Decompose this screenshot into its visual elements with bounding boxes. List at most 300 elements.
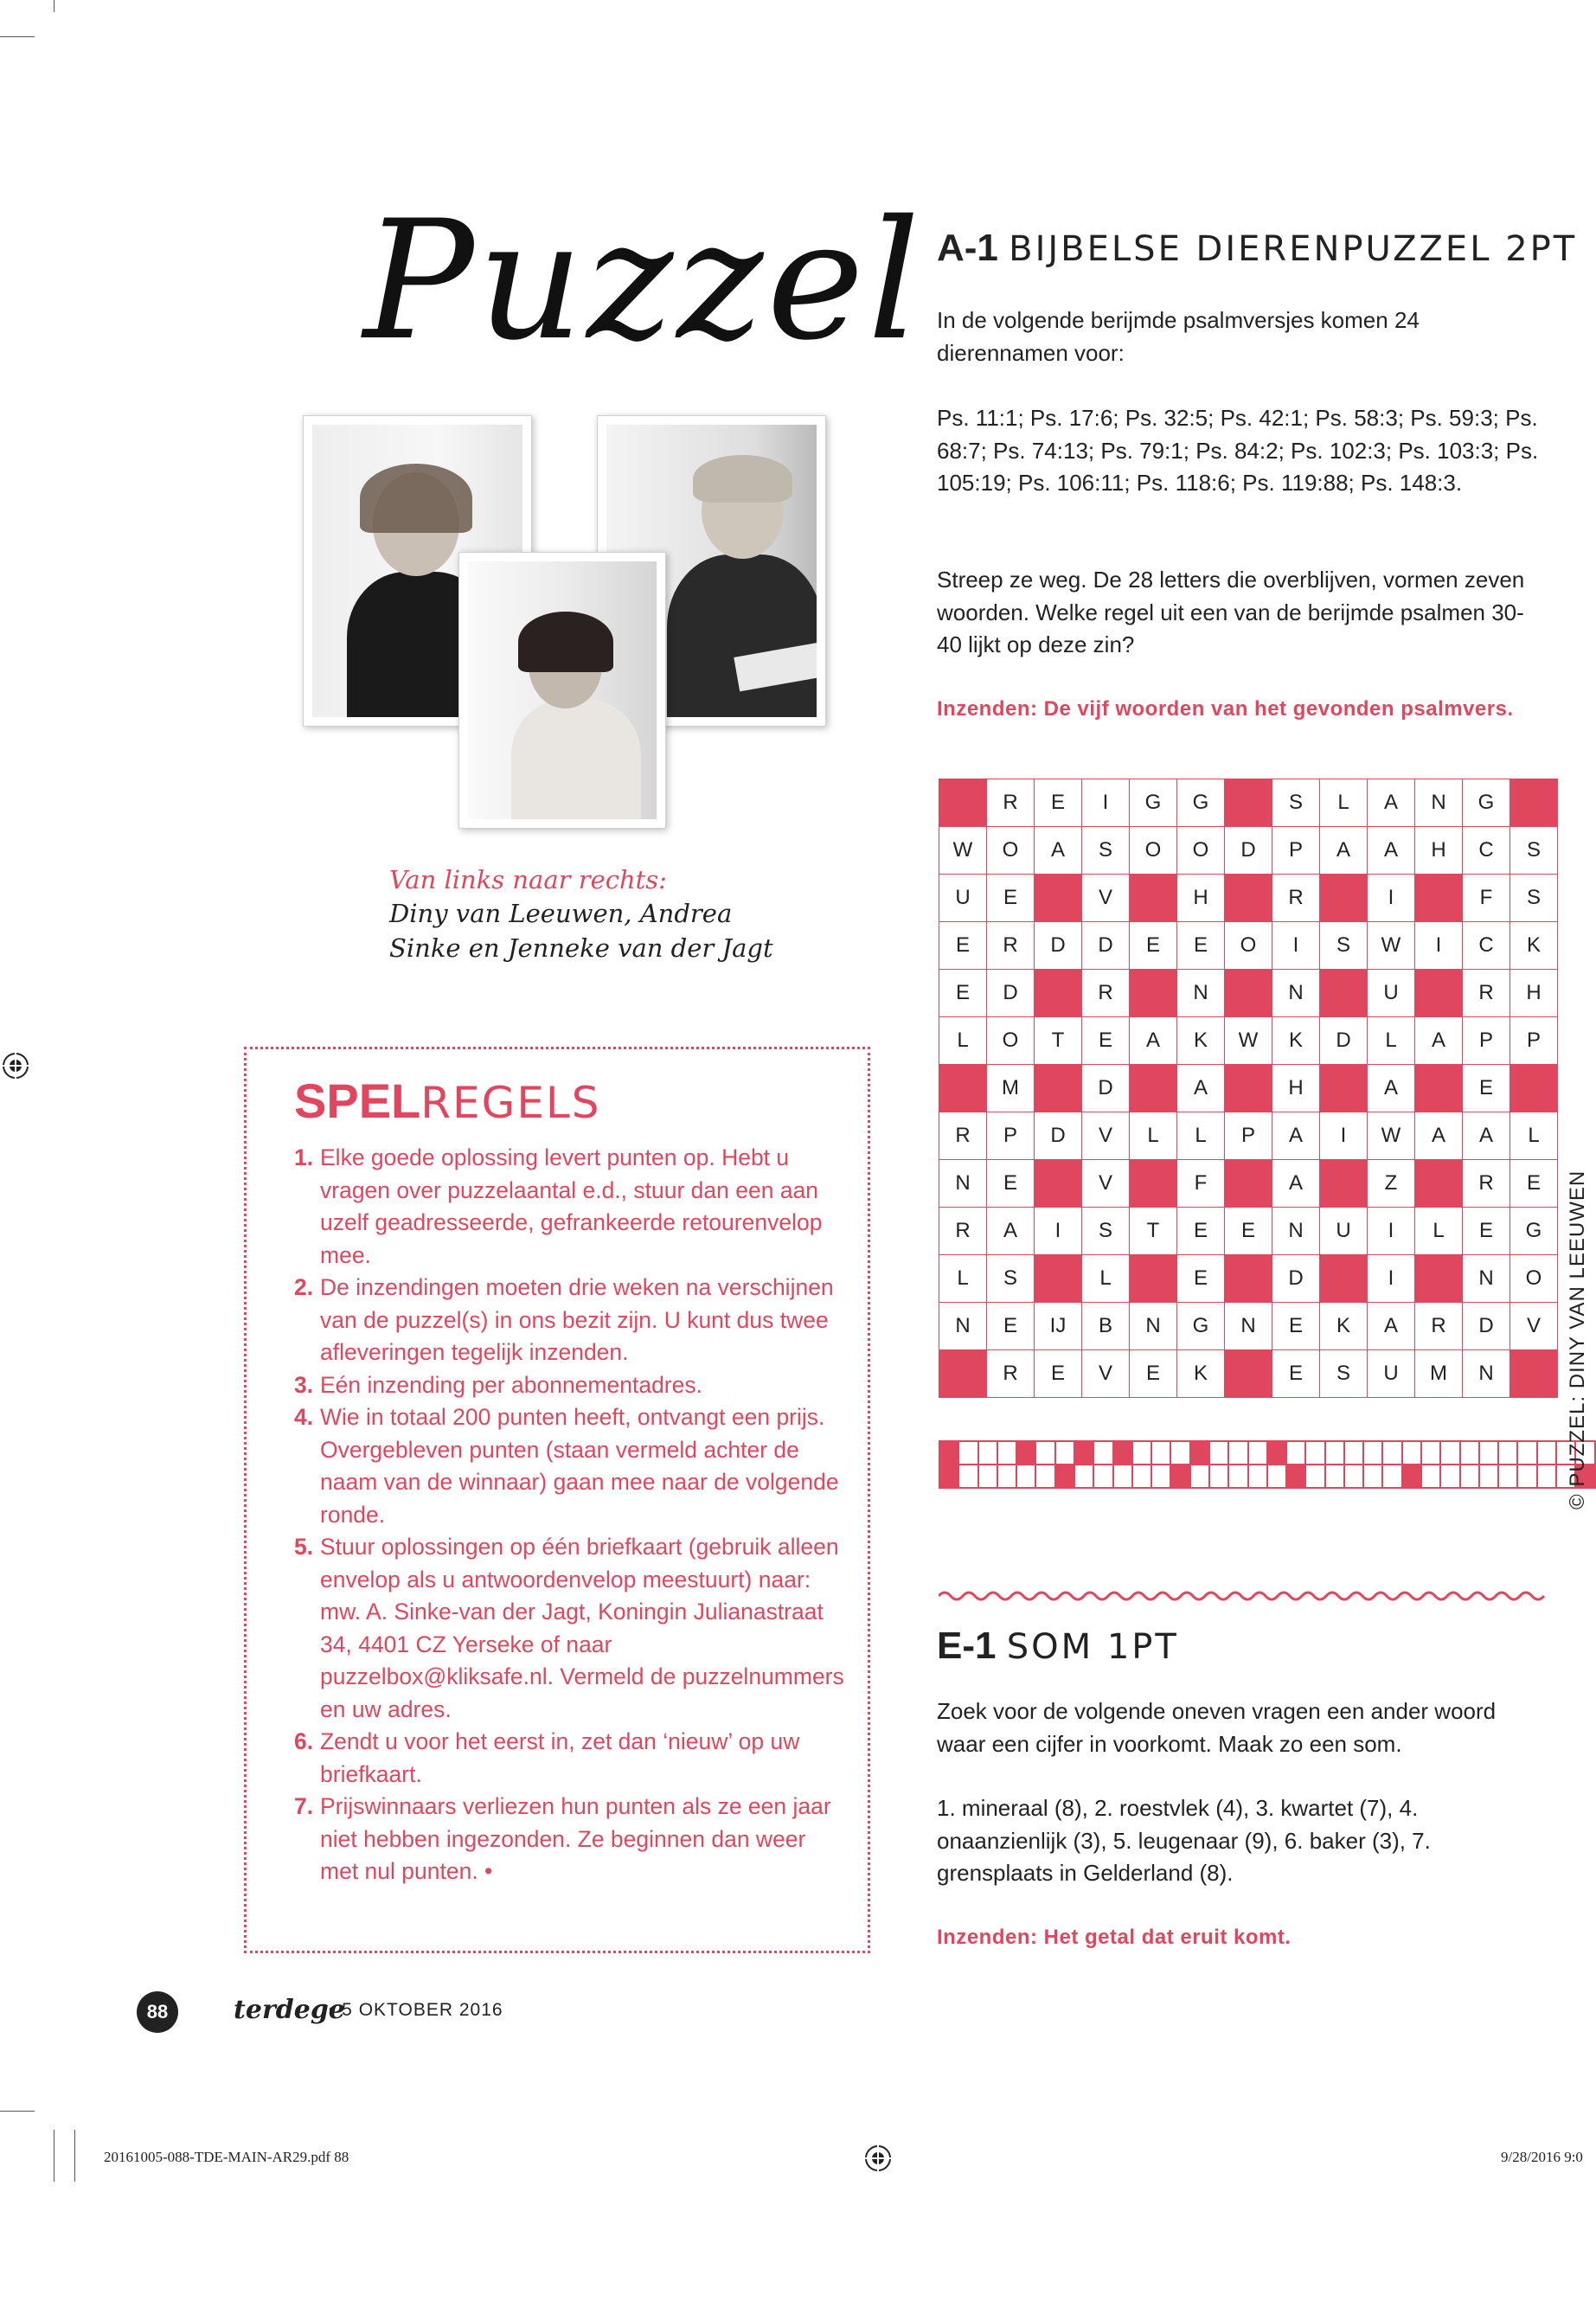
rule-item [294,1272,848,1369]
grid-cell: H [1510,970,1558,1017]
answer-cell [1132,1465,1151,1488]
grid-cell: H [1415,827,1463,875]
answer-cell [1344,1441,1363,1465]
answer-cell [1305,1465,1324,1488]
grid-cell: O [1225,922,1272,970]
grid-cell: S [1272,779,1320,827]
grid-cell-blocked [1225,1350,1272,1398]
grid-cell: L [939,1255,987,1303]
grid-cell: P [1225,1112,1272,1160]
grid-cell: T [1130,1208,1177,1255]
grid-cell: E [1035,1350,1082,1398]
grid-cell: A [1035,827,1082,875]
grid-cell-blocked [1225,1160,1272,1208]
answer-cell [1460,1441,1479,1465]
grid-cell: T [1035,1017,1082,1065]
grid-cell: E [1177,1208,1225,1255]
answer-cell [1363,1465,1382,1488]
rule-number: 1. [294,1144,314,1170]
answer-cell-blocked [939,1441,958,1465]
grid-cell: L [939,1017,987,1065]
answer-cell [1421,1465,1440,1488]
grid-cell: E [939,922,987,970]
grid-cell: L [1130,1112,1177,1160]
grid-cell: E [1082,1017,1130,1065]
grid-cell: A [1272,1160,1320,1208]
grid-cell: R [939,1112,987,1160]
answer-cell-blocked [1016,1441,1035,1465]
answer-cell [1479,1441,1498,1465]
e1-heading [937,1625,1179,1668]
answer-cell [1228,1465,1247,1488]
grid-cell: R [987,922,1035,970]
crop-mark [0,2111,35,2112]
rule-text: Eén inzending per abonnementadres. [320,1371,702,1398]
grid-cell: S [987,1255,1035,1303]
grid-cell-blocked [1510,779,1558,827]
grid-cell: L [1082,1255,1130,1303]
rule-item [294,1531,848,1726]
grid-cell-blocked [1225,875,1272,922]
grid-cell-blocked [1130,970,1177,1017]
answer-cell [1440,1441,1459,1465]
a1-code: A-1 [937,227,998,269]
caption-prefix: Van links naar rechts: [389,865,667,894]
answer-cell-blocked [1286,1465,1305,1488]
answer-cell [997,1465,1016,1488]
answer-cell [997,1441,1016,1465]
rule-text: Elke goede oplossing levert punten op. Hebt u vragen over puzzelaantal e.d., stuur dan een aan uzelf geadresseerde, gefrankeerde retourenvelop mee. [320,1144,823,1268]
answer-cell [1286,1441,1305,1465]
answer-cell [1093,1441,1112,1465]
e1-send: Inzenden: Het getal dat eruit komt. [937,1926,1292,1949]
grid-cell-blocked [1225,970,1272,1017]
grid-cell: V [1082,1112,1130,1160]
grid-row [939,1208,1558,1255]
rule-text: Stuur oplossingen op één briefkaart (gebruik alleen envelop als u antwoordenvelop meestuurt) naar: mw. A. Sinke-van der Jagt, Koningin Julianastraat 34, 4401 CZ Yerseke of naar puzzelbox@kliksafe.nl. Vermeld de puzzelnummers en uw adres. [320,1534,844,1722]
grid-cell: V [1082,1350,1130,1398]
grid-cell: G [1463,779,1510,827]
rule-item [294,1726,848,1791]
rule-number: 3. [294,1371,314,1398]
answer-cell [1074,1465,1093,1488]
grid-cell: H [1177,875,1225,922]
wavy-divider [939,1587,1546,1605]
grid-cell: E [1035,779,1082,827]
grid-cell: K [1510,922,1558,970]
answer-cell-blocked [1190,1441,1209,1465]
grid-cell: A [1415,1112,1463,1160]
grid-cell: R [1082,970,1130,1017]
grid-cell: I [1320,1112,1368,1160]
answer-cell [1402,1441,1421,1465]
answer-cell [1305,1441,1324,1465]
rule-number: 7. [294,1793,314,1819]
grid-cell: L [1415,1208,1463,1255]
grid-row [939,827,1558,875]
grid-cell: D [1082,922,1130,970]
answer-row [939,1441,1595,1465]
grid-cell: R [939,1208,987,1255]
grid-cell: K [1272,1017,1320,1065]
grid-cell: W [1368,1112,1415,1160]
answer-cell-blocked [1267,1441,1286,1465]
grid-cell: W [939,827,987,875]
grid-cell: V [1510,1303,1558,1350]
answer-cell [1248,1441,1267,1465]
answer-cell [978,1465,997,1488]
rule-number: 4. [294,1404,314,1430]
answer-row [939,1465,1595,1488]
issue-date: • 5 OKTOBER 2016 [329,2000,503,2020]
grid-cell: O [987,827,1035,875]
grid-cell-blocked [1035,875,1082,922]
grid-cell: S [1082,1208,1130,1255]
puzzle-credit: © PUZZEL: DINY VAN LEEUWEN [1566,1170,1589,1509]
grid-cell: C [1463,922,1510,970]
grid-cell: M [1415,1350,1463,1398]
answer-cell-blocked [1055,1465,1074,1488]
registration-mark-icon [861,2141,895,2176]
answer-cell [1209,1465,1228,1488]
grid-cell: P [1272,827,1320,875]
rules-heading [294,1073,601,1129]
answer-cell [1093,1465,1112,1488]
grid-cell: E [1130,1350,1177,1398]
answer-cell [1190,1465,1209,1488]
answer-cell [1055,1441,1074,1465]
grid-cell: L [1368,1017,1415,1065]
grid-cell: R [1272,875,1320,922]
a1-instructions: Streep ze weg. De 28 letters die overblijven, vormen zeven woorden. Welke regel uit een van de berijmde psalmen 30-40 lijkt op deze zin? [937,567,1525,657]
grid-cell: N [1272,1208,1320,1255]
answer-cell [1537,1441,1556,1465]
crop-mark [0,36,35,37]
grid-cell: P [1510,1017,1558,1065]
answer-cell [1151,1465,1170,1488]
answer-cell [1151,1441,1170,1465]
rules-list [294,1142,848,1888]
answer-cell [958,1465,977,1488]
rule-text: Prijswinnaars verliezen hun punten als ze een jaar niet hebben ingezonden. Ze beginnen dan weer met nul punten. • [320,1793,831,1884]
registration-mark-icon [0,1048,35,1083]
a1-title: BIJBELSE DIERENPUZZEL 2PT [1009,229,1578,269]
grid-cell: E [1272,1350,1320,1398]
grid-cell: E [1225,1208,1272,1255]
answer-cell [1382,1441,1401,1465]
file-name: 20161005-088-TDE-MAIN-AR29.pdf 88 [104,2149,349,2165]
grid-row [939,1065,1558,1112]
grid-cell: D [1272,1255,1320,1303]
grid-row [939,1112,1558,1160]
grid-cell: I [1035,1208,1082,1255]
e1-code: E-1 [937,1625,997,1667]
grid-cell: A [1177,1065,1225,1112]
grid-cell: N [1463,1255,1510,1303]
grid-cell: I [1368,1255,1415,1303]
grid-cell: L [1510,1112,1558,1160]
grid-cell-blocked [1035,1065,1082,1112]
rule-text: Zendt u voor het eerst in, zet dan ‘nieuw’ op uw briefkaart. [320,1728,800,1787]
rule-number: 6. [294,1728,314,1754]
grid-cell: S [1320,922,1368,970]
grid-cell-blocked [1035,1255,1082,1303]
answer-cell [1344,1465,1363,1488]
answer-cell [1248,1465,1267,1488]
grid-cell-blocked [1225,1255,1272,1303]
grid-cell-blocked [1035,970,1082,1017]
grid-cell: R [987,1350,1035,1398]
answer-cell [1325,1465,1344,1488]
rule-item [294,1142,848,1272]
answer-cell [1209,1441,1228,1465]
grid-cell: A [1130,1017,1177,1065]
grid-cell: R [1415,1303,1463,1350]
grid-cell: N [939,1303,987,1350]
answer-cell [1517,1465,1536,1488]
grid-cell-blocked [1130,1255,1177,1303]
grid-cell: F [1177,1160,1225,1208]
grid-cell: I [1272,922,1320,970]
grid-cell: I [1368,1208,1415,1255]
answer-cell [1363,1441,1382,1465]
grid-cell-blocked [1510,1065,1558,1112]
grid-cell: H [1272,1065,1320,1112]
grid-cell: G [1130,779,1177,827]
grid-cell-blocked [1130,1160,1177,1208]
answer-cell [1035,1465,1054,1488]
grid-cell: B [1082,1303,1130,1350]
grid-row [939,1350,1558,1398]
grid-row [939,1160,1558,1208]
grid-cell: P [987,1112,1035,1160]
answer-cell [1421,1441,1440,1465]
answer-cell [1498,1441,1517,1465]
photo-andrea [458,552,666,829]
grid-cell: O [1510,1255,1558,1303]
a1-send: Inzenden: De vijf woorden van het gevonden psalmvers. [937,697,1514,721]
grid-cell-blocked [1130,1065,1177,1112]
grid-cell: S [1320,1350,1368,1398]
answer-grid [939,1440,1596,1489]
grid-cell-blocked [1035,1160,1082,1208]
answer-cell-blocked [939,1465,958,1488]
grid-cell: E [1130,922,1177,970]
answer-cell [1537,1465,1556,1488]
grid-cell-blocked [1415,875,1463,922]
answer-cell [1267,1465,1286,1488]
grid-row [939,1017,1558,1065]
page-number: 88 [137,1991,178,2033]
grid-cell-blocked [939,1350,987,1398]
grid-cell: G [1177,779,1225,827]
grid-cell: U [1368,1350,1415,1398]
answer-cell [1325,1441,1344,1465]
grid-cell-blocked [1320,970,1368,1017]
grid-row [939,922,1558,970]
grid-cell-blocked [1415,1065,1463,1112]
rules-heading-bold: SPEL [294,1074,421,1128]
grid-cell-blocked [1225,1065,1272,1112]
answer-cell [1113,1465,1132,1488]
grid-cell: D [987,970,1035,1017]
grid-cell: A [1368,779,1415,827]
grid-cell: M [987,1065,1035,1112]
grid-cell: N [1463,1350,1510,1398]
grid-cell: E [1177,1255,1225,1303]
crop-mark [74,2130,75,2182]
grid-cell: K [1177,1350,1225,1398]
rules-heading-thin: REGELS [420,1078,601,1128]
answer-cell [1440,1465,1459,1488]
a1-references: Ps. 11:1; Ps. 17:6; Ps. 32:5; Ps. 42:1; Ps. 58:3; Ps. 59:3; Ps. 68:7; Ps. 74:13; Ps. 79:1; Ps. 84:2; Ps. 102:3; Ps. 103:3; Ps. 105:19; Ps. 106:11; Ps. 118:6; Ps. 119:88; Ps. 148:3. [937,405,1539,496]
grid-cell: N [1177,970,1225,1017]
answer-cell [1170,1441,1189,1465]
grid-cell: D [1463,1303,1510,1350]
answer-cell [958,1441,977,1465]
answer-cell [1228,1441,1247,1465]
grid-row [939,1255,1558,1303]
grid-cell: D [1035,922,1082,970]
grid-cell: C [1463,827,1510,875]
answer-cell [1517,1441,1536,1465]
grid-cell: E [987,1160,1035,1208]
grid-cell: S [1510,875,1558,922]
grid-cell: W [1368,922,1415,970]
grid-cell: N [1415,779,1463,827]
grid-cell: U [1320,1208,1368,1255]
grid-cell-blocked [1225,779,1272,827]
rule-number: 5. [294,1534,314,1560]
grid-cell: Z [1368,1160,1415,1208]
rule-item [294,1401,848,1531]
grid-cell-blocked [1415,970,1463,1017]
grid-cell: D [1082,1065,1130,1112]
grid-cell: G [1510,1208,1558,1255]
grid-cell: A [1368,827,1415,875]
e1-title: SOM 1PT [1006,1627,1179,1667]
grid-cell: I [1082,779,1130,827]
grid-cell: IJ [1035,1303,1082,1350]
answer-cell [1016,1465,1035,1488]
grid-cell-blocked [1510,1350,1558,1398]
grid-cell: L [1320,779,1368,827]
rule-text: De inzendingen moeten drie weken na verschijnen van de puzzel(s) in ons bezit zijn. U kunt dus twee afleveringen tegelijk inzenden. [320,1274,834,1365]
grid-cell: A [1320,827,1368,875]
caption-names: Diny van Leeuwen, Andrea Sinke en Jenneke van der Jagt [389,899,773,963]
grid-cell: K [1177,1017,1225,1065]
grid-cell: A [1463,1112,1510,1160]
grid-cell-blocked [1320,1160,1368,1208]
answer-cell [978,1441,997,1465]
grid-cell: I [1368,875,1415,922]
rule-text: Wie in totaal 200 punten heeft, ontvangt een prijs. Overgebleven punten (staan vermeld achter de naam van de winnaar) gaan mee naar de volgende ronde. [320,1404,839,1528]
e1-clues: 1. mineraal (8), 2. roestvlek (4), 3. kwartet (7), 4. onaanzienlijk (3), 5. leugenaar (9), 6. baker (3), 7. grensplaats in Gelderland (8). [937,1795,1431,1886]
grid-cell-blocked [939,779,987,827]
grid-cell-blocked [1130,875,1177,922]
grid-cell: A [987,1208,1035,1255]
grid-cell-blocked [939,1065,987,1112]
grid-cell: N [939,1160,987,1208]
answer-cell [1460,1465,1479,1488]
e1-intro: Zoek voor de volgende oneven vragen een ander woord waar een cijfer in voorkomt. Maak zo een som. [937,1698,1497,1757]
a1-intro: In de volgende berijmde psalmversjes komen 24 dierennamen voor: [937,307,1420,366]
grid-cell: E [1463,1208,1510,1255]
grid-cell: D [1225,827,1272,875]
grid-cell: U [939,875,987,922]
grid-cell: K [1320,1303,1368,1350]
answer-cell [1382,1465,1401,1488]
grid-cell: R [1463,970,1510,1017]
grid-cell: S [1510,827,1558,875]
grid-cell: V [1082,1160,1130,1208]
rule-item [294,1791,848,1888]
grid-cell: E [1510,1160,1558,1208]
grid-cell: V [1082,875,1130,922]
answer-cell [1479,1465,1498,1488]
grid-cell: N [1225,1303,1272,1350]
grid-cell: O [987,1017,1035,1065]
grid-cell: A [1415,1017,1463,1065]
grid-cell-blocked [1415,1160,1463,1208]
grid-cell: I [1415,922,1463,970]
grid-cell: N [1130,1303,1177,1350]
grid-row [939,779,1558,827]
grid-cell: S [1082,827,1130,875]
grid-cell: A [1368,1065,1415,1112]
a1-heading [937,227,1577,270]
rule-item [294,1369,848,1402]
grid-cell: D [1320,1017,1368,1065]
grid-cell: U [1368,970,1415,1017]
answer-cell-blocked [1113,1441,1132,1465]
grid-cell: O [1177,827,1225,875]
answer-cell-blocked [1074,1441,1093,1465]
grid-cell: E [939,970,987,1017]
grid-cell: O [1130,827,1177,875]
page-title: Puzzel [363,185,924,376]
rule-number: 2. [294,1274,314,1300]
grid-cell: A [1368,1303,1415,1350]
grid-cell: W [1225,1017,1272,1065]
grid-cell: E [1463,1065,1510,1112]
grid-cell: E [1177,922,1225,970]
grid-row [939,1303,1558,1350]
grid-cell-blocked [1320,1065,1368,1112]
grid-cell: E [1272,1303,1320,1350]
grid-cell: E [987,875,1035,922]
grid-cell: R [1463,1160,1510,1208]
grid-cell: P [1463,1017,1510,1065]
magazine-logo: terdege [234,1995,345,2025]
answer-cell-blocked [1170,1465,1189,1488]
word-search-grid [939,779,1558,1398]
answer-cell-blocked [1402,1465,1421,1488]
grid-cell: L [1177,1112,1225,1160]
answer-cell [1132,1441,1151,1465]
answer-cell [1035,1441,1054,1465]
grid-cell: D [1035,1112,1082,1160]
grid-row [939,875,1558,922]
answer-cell [1498,1465,1517,1488]
grid-cell-blocked [1415,1255,1463,1303]
grid-cell: N [1272,970,1320,1017]
grid-cell: E [987,1303,1035,1350]
grid-row [939,970,1558,1017]
grid-cell-blocked [1320,875,1368,922]
grid-cell: R [987,779,1035,827]
grid-cell: G [1177,1303,1225,1350]
